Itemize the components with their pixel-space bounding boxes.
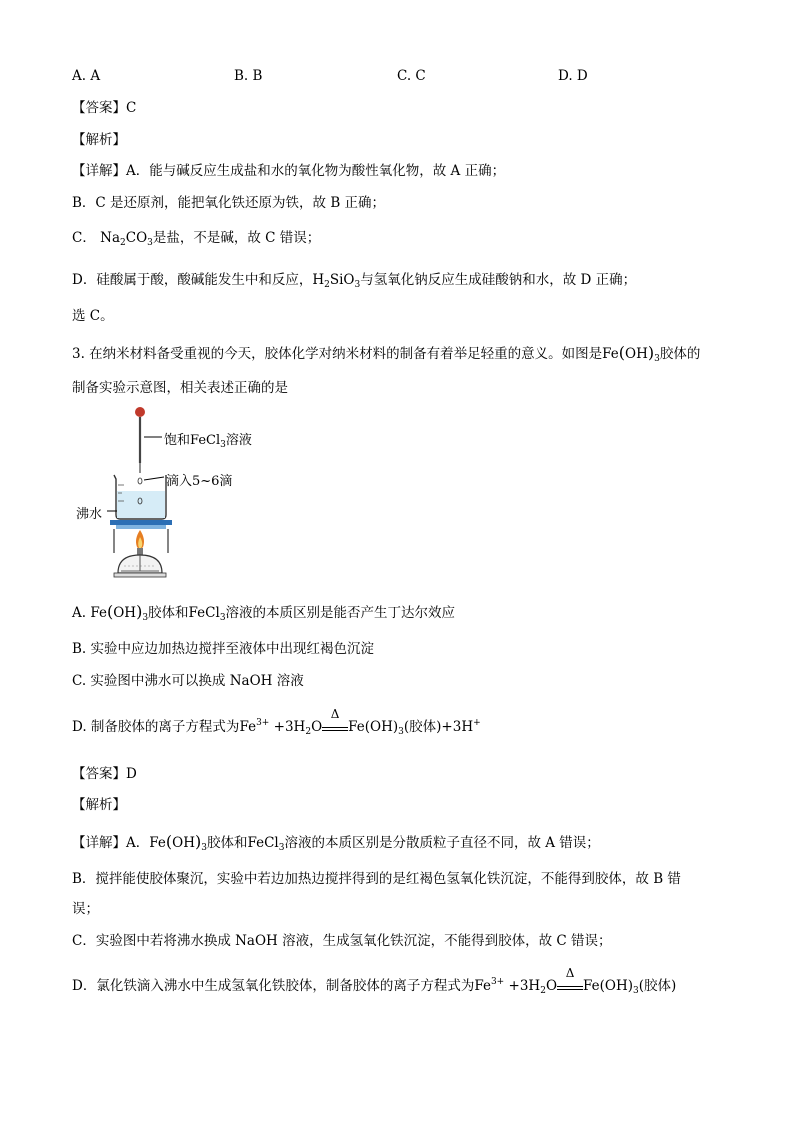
answer-label: 【答案】 <box>72 100 126 116</box>
answer-value: D <box>126 766 137 782</box>
formula-fe-oh-3: $Fe(OH)_3$ <box>602 343 660 364</box>
q2-option-d: D. D <box>558 68 588 84</box>
q3-option-d: D. 制备胶体的离子方程式为$Fe^{3+} +3H_2O$ Δ $Fe(OH)_3$(胶体)+3H+ <box>72 707 481 737</box>
detail-label: 【详解】 <box>72 163 126 179</box>
q2-detail-a: 【详解】A．能与碱反应生成盐和水的氧化物为酸性氧化物，故 A 正确； <box>72 163 506 179</box>
q2-detail-b: B．C 是还原剂，能把氧化铁还原为铁，故 B 正确； <box>72 195 386 211</box>
q3-stem-line2: 制备实验示意图，相关表述正确的是 <box>72 380 288 396</box>
q2-conclusion: 选 C。 <box>72 308 114 324</box>
q3-detail-b-line2: 误； <box>72 901 99 917</box>
q3-answer <box>72 765 137 783</box>
heat-delta-icon: Δ <box>565 966 575 980</box>
q2-answer <box>72 99 136 117</box>
q2-option-a: A. A <box>72 68 101 84</box>
formula-na2co3: $Na_2CO_3$ <box>100 230 153 248</box>
dropper-bulb-icon <box>135 407 145 417</box>
q2-detail-c: C． $Na_2CO_3$是盐，不是碱，故 C 错误； <box>72 230 321 248</box>
answer-label: 【答案】 <box>72 766 126 782</box>
q3-detail-d: D．氯化铁滴入沸水中生成氢氧化铁胶体，制备胶体的离子方程式为$Fe^{3+} +3H_2O$ Δ $Fe(OH)_3$(胶体) <box>72 966 677 996</box>
colloid-apparatus-figure <box>74 403 274 593</box>
answer-value: C <box>126 100 137 116</box>
gauze-icon <box>110 520 172 525</box>
formula-fe-oh-3: $Fe(OH)_3$ <box>149 832 207 853</box>
q3-detail-c: C．实验图中若将沸水换成 NaOH 溶液，生成氢氧化铁沉淀，不能得到胶体，故 C 错误； <box>72 933 612 949</box>
q3-analysis-label: 【解析】 <box>72 797 126 813</box>
q2-option-b: B. B <box>234 68 263 84</box>
drop-icon <box>138 478 142 484</box>
q3-option-c: C. 实验图中沸水可以换成 NaOH 溶液 <box>72 673 304 689</box>
figure-label-drops: 滴入5~6滴 <box>166 474 233 489</box>
q3-detail-b-line1: B．搅拌能使胶体聚沉，实验中若边加热边搅拌得到的是红褐色氢氧化铁沉淀，不能得到胶体，故 B 错 <box>72 871 681 887</box>
figure-label-fecl3: 饱和FeCl$_3$溶液 <box>164 433 252 450</box>
ion-equation: $Fe^{3+} +3H_2O$ Δ $Fe(OH)_3$(胶体)+3H+ <box>239 707 481 737</box>
formula-fe-oh-3: $Fe(OH)_3$ <box>90 602 149 623</box>
q3-stem-line1: 3. 在纳米材料备受重视的今天，胶体化学对纳米材料的制备有着举足轻重的意义。如图是$Fe(OH)_3$胶体的 <box>72 343 701 364</box>
ion-equation: $Fe^{3+} +3H_2O$ Δ $Fe(OH)_3$(胶体) <box>474 966 677 996</box>
q3-option-a: A. $Fe(OH)_3$胶体和FeCl$_3$溶液的本质区别是能否产生丁达尔效应 <box>72 602 456 623</box>
formula-fecl3: FeCl$_3$ <box>247 835 285 853</box>
figure-label-water: 沸水 <box>76 507 103 522</box>
q3-option-b: B. 实验中应边加热边搅拌至液体中出现红褐色沉淀 <box>72 641 375 657</box>
heat-delta-icon: Δ <box>330 707 340 721</box>
formula-fecl3: FeCl$_3$ <box>188 605 226 623</box>
detail-label: 【详解】 <box>72 835 126 851</box>
q2-option-c: C. C <box>397 68 426 84</box>
formula-h2sio3: $H_2SiO_3$ <box>312 272 361 290</box>
q3-detail-a: 【详解】A．$Fe(OH)_3$胶体和FeCl$_3$溶液的本质区别是分散质粒子直径不同，故 A 错误； <box>72 832 600 853</box>
q2-detail-d: D．硅酸属于酸，酸碱能发生中和反应，$H_2SiO_3$与氢氧化钠反应生成硅酸钠和水，故 D 正确； <box>72 272 637 290</box>
q2-analysis-label: 【解析】 <box>72 132 126 148</box>
